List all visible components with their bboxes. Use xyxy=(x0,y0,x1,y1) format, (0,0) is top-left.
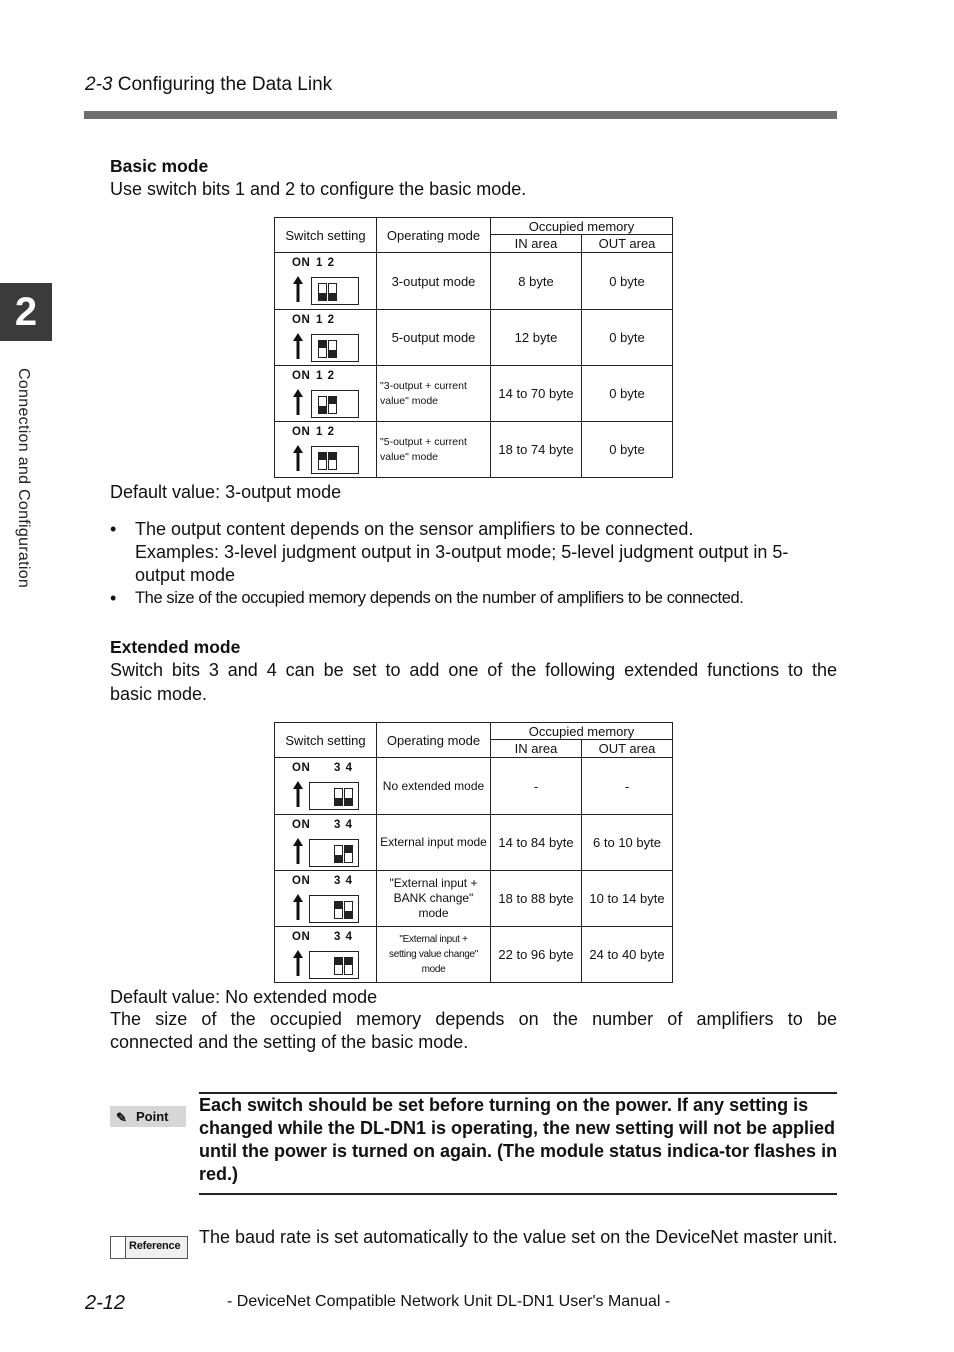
dip-switch-body xyxy=(309,839,359,867)
dip-lever-2 xyxy=(328,452,337,470)
extended-default-value: Default value: No extended mode xyxy=(110,987,378,1007)
col-switch-setting: Switch setting xyxy=(275,723,377,758)
col-switch-setting: Switch setting xyxy=(275,218,377,253)
out-area-cell: 0 byte xyxy=(582,310,673,366)
dip-lever-1 xyxy=(318,396,327,414)
bullet-icon: • xyxy=(110,519,117,539)
dip-lever-4 xyxy=(344,788,353,806)
dip-switch-body xyxy=(311,390,359,418)
col-occupied-memory: Occupied memory xyxy=(491,723,673,740)
extended-intro-line1: Switch bits 3 and 4 can be set to add one of the following extended functions to the xyxy=(110,660,837,680)
table-row xyxy=(275,871,673,927)
on-arrow-icon xyxy=(293,894,303,920)
operating-mode-cell: 3-output mode xyxy=(377,253,491,310)
operating-mode-cell: "5-output + current value" mode xyxy=(377,422,491,478)
on-arrow-icon xyxy=(293,781,303,807)
operating-mode-cell: "3-output + current value" mode xyxy=(377,366,491,422)
out-area-cell: 0 byte xyxy=(582,366,673,422)
on-arrow-icon xyxy=(293,950,303,976)
dip-lever-4 xyxy=(344,957,353,975)
dip-switch-icon: ON 3 4 xyxy=(275,927,375,982)
dip-lever-3 xyxy=(334,957,343,975)
col-operating-mode: Operating mode xyxy=(377,218,491,253)
dip-switch-icon: ON 3 4 xyxy=(275,871,375,926)
dip-lever-3 xyxy=(334,788,343,806)
col-in-area: IN area xyxy=(491,740,582,758)
dip-switch-icon: ON 3 4 xyxy=(275,815,375,870)
reference-badge: Reference xyxy=(110,1236,188,1259)
in-area-cell: - xyxy=(491,758,582,815)
col-operating-mode: Operating mode xyxy=(377,723,491,758)
basic-mode-table xyxy=(274,217,673,478)
chapter-side-label: Connection and Configuration xyxy=(15,368,32,589)
table-row xyxy=(275,366,673,422)
table-row xyxy=(275,815,673,871)
operating-mode-cell: "External input + BANK change" mode xyxy=(377,871,491,927)
operating-mode-cell: "External input + setting value change" mode xyxy=(377,927,491,983)
point-text: Each switch should be set before turning on the power. If any setting is changed while the DL-DN1 is operating, the new setting will not be applied until the power is turned on again. (The module status indica-tor flashes in red.) xyxy=(199,1095,838,1184)
bullet-icon: • xyxy=(110,588,117,608)
dip-lever-3 xyxy=(334,901,343,919)
dip-lever-4 xyxy=(344,845,353,863)
switch-setting-cell xyxy=(275,927,377,983)
dip-lever-2 xyxy=(328,340,337,358)
dip-switch-icon: ON 1 2 xyxy=(275,310,375,365)
dip-switch-body xyxy=(309,895,359,923)
switch-setting-cell xyxy=(275,871,377,927)
pencil-icon: ✎ xyxy=(116,1110,127,1125)
col-occupied-memory: Occupied memory xyxy=(491,218,673,235)
section-title: Configuring the Data Link xyxy=(117,74,333,95)
in-area-cell: 18 to 74 byte xyxy=(491,422,582,478)
dip-switch-body xyxy=(309,951,359,979)
in-area-cell: 18 to 88 byte xyxy=(491,871,582,927)
on-arrow-icon xyxy=(293,445,303,471)
table-row xyxy=(275,310,673,366)
in-area-cell: 8 byte xyxy=(491,253,582,310)
in-area-cell: 22 to 96 byte xyxy=(491,927,582,983)
dip-lever-3 xyxy=(334,845,343,863)
dip-lever-1 xyxy=(318,283,327,301)
dip-lever-4 xyxy=(344,901,353,919)
switch-setting-cell xyxy=(275,253,377,310)
dip-switch-icon: ON 3 4 xyxy=(275,758,375,814)
on-arrow-icon xyxy=(293,838,303,864)
extended-intro-line2: basic mode. xyxy=(110,684,208,704)
table-row xyxy=(275,253,673,310)
section-header xyxy=(85,74,332,96)
col-in-area: IN area xyxy=(491,235,582,253)
operating-mode-cell: External input mode xyxy=(377,815,491,871)
table-row xyxy=(275,927,673,983)
switch-setting-cell xyxy=(275,758,377,815)
basic-default-value: Default value: 3-output mode xyxy=(110,482,342,502)
section-number: 2-3 xyxy=(85,74,113,95)
out-area-cell: 6 to 10 byte xyxy=(582,815,673,871)
dip-switch-icon: ON 1 2 xyxy=(275,253,375,309)
dip-switch-icon: ON 1 2 xyxy=(275,422,375,477)
switch-setting-cell xyxy=(275,422,377,478)
on-arrow-icon xyxy=(293,389,303,415)
extended-mode-table xyxy=(274,722,673,983)
dip-switch-body xyxy=(311,277,359,305)
in-area-cell: 14 to 70 byte xyxy=(491,366,582,422)
extended-note-line2: connected and the setting of the basic mode. xyxy=(110,1032,469,1052)
extended-note-line1: The size of the occupied memory depends on the number of amplifiers to be xyxy=(110,1009,837,1029)
out-area-cell: 0 byte xyxy=(582,422,673,478)
operating-mode-cell: 5-output mode xyxy=(377,310,491,366)
in-area-cell: 14 to 84 byte xyxy=(491,815,582,871)
dip-switch-body xyxy=(311,334,359,362)
in-area-cell: 12 byte xyxy=(491,310,582,366)
dip-lever-1 xyxy=(318,340,327,358)
manual-title: - DeviceNet Compatible Network Unit DL-DN1 User's Manual - xyxy=(227,1293,671,1310)
out-area-cell: - xyxy=(582,758,673,815)
switch-setting-cell xyxy=(275,366,377,422)
table-row xyxy=(275,758,673,815)
page-number: 2-12 xyxy=(85,1292,126,1314)
switch-setting-cell xyxy=(275,310,377,366)
out-area-cell: 10 to 14 byte xyxy=(582,871,673,927)
reference-icon xyxy=(111,1237,126,1258)
point-bottom-rule xyxy=(199,1193,837,1195)
out-area-cell: 24 to 40 byte xyxy=(582,927,673,983)
reference-text: The baud rate is set automatically to the value set on the DeviceNet master unit. xyxy=(199,1227,838,1247)
dip-switch-icon: ON 1 2 xyxy=(275,366,375,421)
point-badge: ✎ Point xyxy=(110,1106,186,1127)
col-out-area: OUT area xyxy=(582,235,673,253)
dip-switch-body xyxy=(311,446,359,474)
chapter-tab: 2 xyxy=(0,283,52,341)
switch-setting-cell xyxy=(275,815,377,871)
dip-lever-1 xyxy=(318,452,327,470)
table-row xyxy=(275,422,673,478)
dip-lever-2 xyxy=(328,283,337,301)
extended-mode-heading: Extended mode xyxy=(110,637,241,657)
col-out-area: OUT area xyxy=(582,740,673,758)
on-arrow-icon xyxy=(293,333,303,359)
basic-mode-heading: Basic mode xyxy=(110,156,209,176)
operating-mode-cell: No extended mode xyxy=(377,758,491,815)
header-rule xyxy=(84,111,837,119)
dip-switch-body xyxy=(309,782,359,810)
dip-lever-2 xyxy=(328,396,337,414)
out-area-cell: 0 byte xyxy=(582,253,673,310)
on-arrow-icon xyxy=(293,276,303,302)
basic-mode-intro: Use switch bits 1 and 2 to configure the basic mode. xyxy=(110,179,527,199)
